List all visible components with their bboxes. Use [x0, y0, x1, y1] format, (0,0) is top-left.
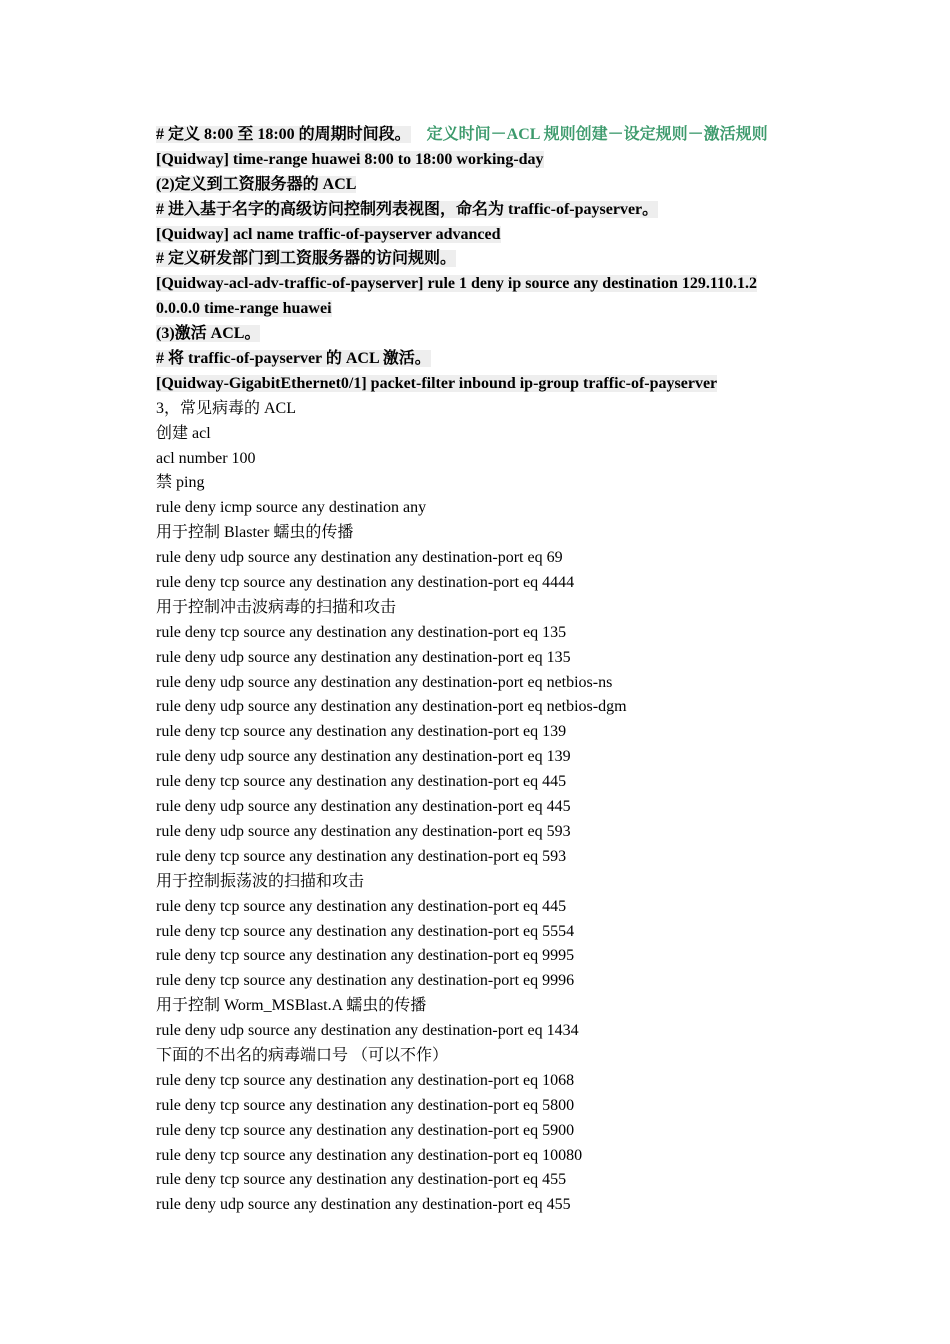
doc-line [156, 372, 876, 397]
rule-line: rule deny tcp source any destination any destination-port eq 1068 [156, 1071, 575, 1089]
rule-line: rule deny tcp source any destination any destination-port eq 135 [156, 623, 567, 641]
comment-text: # 定义 8:00 至 18:00 的周期时间段。 [156, 126, 411, 143]
command-text: [Quidway] acl name traffic-of-payserver advanced [156, 225, 501, 243]
rule-line: rule deny udp source any destination any destination-port eq 139 [156, 748, 571, 766]
doc-line [156, 223, 876, 248]
rule-line: rule deny tcp source any destination any destination-port eq 5800 [156, 1096, 575, 1114]
command-text: [Quidway-acl-adv-traffic-of-payserver] rule 1 deny ip source any destination 129.110.1.2 [156, 275, 757, 293]
doc-line [156, 347, 876, 372]
command-text: 0.0.0.0 time-range huawei [156, 300, 332, 318]
comment-text: 禁 ping [156, 474, 205, 492]
comment-text: 用于控制振荡波的扫描和攻击 [156, 872, 365, 890]
rule-line: rule deny tcp source any destination any destination-port eq 5900 [156, 1121, 575, 1139]
rule-line: rule deny tcp source any destination any destination-port eq 593 [156, 847, 567, 865]
rule-line: rule deny tcp source any destination any destination-port eq 9995 [156, 947, 575, 965]
rule-line: rule deny tcp source any destination any destination-port eq 455 [156, 1171, 567, 1189]
rule-line: rule deny tcp source any destination any destination-port eq 445 [156, 897, 567, 915]
doc-line [156, 173, 876, 198]
comment-text: # 定义研发部门到工资服务器的访问规则。 [156, 250, 457, 268]
rule-line: rule deny udp source any destination any destination-port eq netbios-dgm [156, 698, 627, 716]
rule-line: rule deny tcp source any destination any destination-port eq 9996 [156, 972, 575, 990]
comment-text: 用于控制冲击波病毒的扫描和攻击 [156, 598, 397, 616]
rule-line: rule deny udp source any destination any destination-port eq 69 [156, 549, 563, 567]
comment-text: # 进入基于名字的高级访问控制列表视图，命名为 traffic-of-payserver。 [156, 200, 659, 218]
doc-line [156, 297, 876, 322]
document-body [156, 123, 876, 1218]
comment-text: 创建 acl [156, 424, 211, 442]
rule-line: rule deny icmp source any destination any [156, 499, 427, 517]
command-text: [Quidway-GigabitEthernet0/1] packet-filter inbound ip-group traffic-of-payserver [156, 374, 718, 392]
rule-line: rule deny udp source any destination any destination-port eq netbios-ns [156, 673, 613, 691]
section-heading: 3，常见病毒的 ACL [156, 399, 297, 417]
rule-line: rule deny tcp source any destination any destination-port eq 445 [156, 773, 567, 791]
comment-text: 用于控制 Worm_MSBlast.A 蠕虫的传播 [156, 997, 427, 1015]
section-heading: (2)定义到工资服务器的 ACL [156, 175, 357, 193]
comment-text: 下面的不出名的病毒端口号 （可以不作） [156, 1046, 449, 1064]
rule-line: rule deny udp source any destination any destination-port eq 455 [156, 1196, 571, 1214]
command-text: acl number 100 [156, 449, 256, 467]
comment-text: # 将 traffic-of-payserver 的 ACL 激活。 [156, 350, 431, 368]
rule-line: rule deny tcp source any destination any destination-port eq 10080 [156, 1146, 583, 1164]
rule-line: rule deny tcp source any destination any destination-port eq 4444 [156, 574, 575, 592]
doc-line [156, 148, 876, 173]
doc-line [156, 123, 876, 148]
rule-line: rule deny tcp source any destination any destination-port eq 5554 [156, 922, 575, 940]
rule-line: rule deny udp source any destination any destination-port eq 1434 [156, 1022, 579, 1040]
rule-line: rule deny tcp source any destination any destination-port eq 139 [156, 723, 567, 741]
doc-line [156, 272, 876, 297]
rule-line: rule deny udp source any destination any destination-port eq 445 [156, 798, 571, 816]
command-text: [Quidway] time-range huawei 8:00 to 18:00 working-day [156, 150, 544, 168]
process-note: 定义时间－ACL 规则创建－设定规则－激活规则 [426, 126, 768, 143]
comment-text: 用于控制 Blaster 蠕虫的传播 [156, 524, 354, 542]
rule-line: rule deny udp source any destination any destination-port eq 593 [156, 822, 571, 840]
rule-line: rule deny udp source any destination any destination-port eq 135 [156, 648, 571, 666]
section-heading: (3)激活 ACL。 [156, 325, 261, 343]
doc-line [156, 322, 876, 347]
doc-line [156, 198, 876, 223]
doc-line [156, 247, 876, 272]
